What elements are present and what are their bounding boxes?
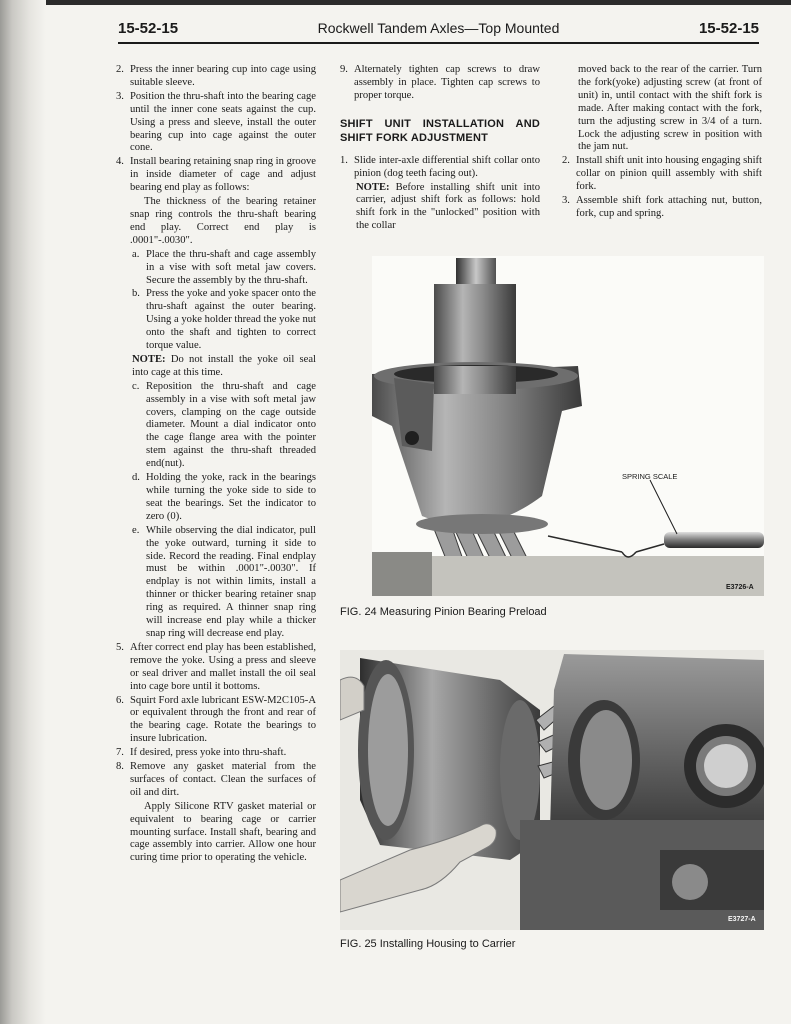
- section-heading: SHIFT UNIT INSTALLATION AND SHIFT FORK ADJUSTMENT: [340, 117, 540, 144]
- pinion-cage-spring-scale-illustration: [372, 256, 764, 596]
- header-rule: [118, 42, 759, 44]
- housing-carrier-illustration: [340, 650, 764, 930]
- substep-a: a. Place the thru-shaft and cage assembly in a vise with soft metal jaw covers. Secure the assembly by the thru-shaft.: [132, 248, 316, 286]
- step-8-paragraph: Apply Silicone RTV gasket material or equivalent to bearing cage or carrier mounting surface. Install shaft, bearing and cage assembly into carrier. Allow one hour curing time prior to operating the vehicle.: [130, 800, 316, 864]
- step-9: 9. Alternately tighten cap screws to draw assembly in place. Tighten cap screws to proper torque.: [340, 64, 540, 101]
- spring-scale-label: SPRING SCALE: [622, 472, 678, 481]
- page-number-left: 15-52-15: [118, 20, 179, 37]
- shift-step-2: 2. Install shift unit into housing engaging shift collar on pinion quill assembly with shift fork.: [562, 155, 762, 193]
- figure-24-photo: [372, 256, 764, 596]
- substep-e: e. While observing the dial indicator, pull the yoke outward, turning it side to side. Record the reading. Final endplay must be within .0001"-.0030". If endplay is not within limits, install a thinner or thicker bearing retainer snap ring as required. A thinner snap ring will increase end play while a thicker snap ring will decrease end play.: [132, 524, 316, 639]
- figure-24-code: E3726-A: [726, 584, 754, 591]
- substep-d: d. Holding the yoke, rack in the bearings while turning the yoke side to side to seat the bearings. Set the indicator to zero (0).: [132, 472, 316, 522]
- substep-c: c. Reposition the thru-shaft and cage assembly in a vise with soft metal jaw covers, clamping on the cage outside diameter. Mount a dial indicator onto the cage flange area with the pointer stem against the thru-shaft threaded end(nut).: [132, 380, 316, 470]
- step-4: 4. Install bearing retaining snap ring in groove in inside diameter of cage and adjust bearing end play as follows:: [116, 156, 316, 194]
- shift-step-3: 3. Assemble shift fork attaching nut, button, fork, cup and spring.: [562, 195, 762, 219]
- shift-step-1-continued: moved back to the rear of the carrier. Turn the fork(yoke) adjusting screw (at front of unit) in, until contact with the shift fork is made. After making contact with the fork, turn the adjusting screw in 3/4 of a turn. Lock the adjusting screw in position with the jam nut.: [578, 64, 762, 153]
- page-number-right: 15-52-15: [698, 20, 759, 37]
- text-column-2: [340, 64, 540, 234]
- note-shift-fork: NOTE: Before installing shift unit into carrier, adjust shift fork as follows: hold shift fork in the "unlocked" position with the collar: [356, 181, 540, 232]
- step-2: 2. Press the inner bearing cup into cage using suitable sleeve.: [116, 64, 316, 88]
- step-5: 5. After correct end play has been established, remove the yoke. Using a press and sleeve or seal driver and mallet install the oil seal into cage bore until it bottoms.: [116, 641, 316, 692]
- text-column-3: [562, 64, 762, 222]
- page-header: [118, 20, 759, 42]
- page-title: Rockwell Tandem Axles—Top Mounted: [317, 20, 560, 36]
- book-spine-shadow: [0, 0, 46, 1024]
- substep-b: b. Press the yoke and yoke spacer onto the thru-shaft against the outer bearing. Using a yoke holder thread the yoke nut onto the shaft and tighten to correct torque value.: [132, 288, 316, 352]
- page-top-edge: [46, 0, 791, 5]
- figure-25-caption: FIG. 25 Installing Housing to Carrier: [340, 938, 516, 950]
- step-7: 7. If desired, press yoke into thru-shaft.: [116, 747, 287, 759]
- step-6: 6. Squirt Ford axle lubricant ESW-M2C105-A or equivalent through the front and rear of the bearing cage. Rotate the bearings to insure lubrication.: [116, 694, 316, 745]
- note-yoke-seal: NOTE: Do not install the yoke oil seal into cage at this time.: [132, 353, 316, 378]
- figure-25-photo: [340, 650, 764, 930]
- step-4-paragraph: The thickness of the bearing retainer snap ring controls the thru-shaft bearing end play. Correct end play is .0001"-.0030".: [130, 196, 316, 246]
- figure-24-caption: FIG. 24 Measuring Pinion Bearing Preload: [340, 606, 547, 618]
- step-8: 8. Remove any gasket material from the surfaces of contact. Clean the surfaces of oil and dirt.: [116, 761, 316, 798]
- shift-step-1: 1. Slide inter-axle differential shift collar onto pinion (dog teeth facing out).: [340, 154, 540, 179]
- text-column-1: [116, 64, 316, 866]
- figure-25-code: E3727-A: [728, 916, 756, 923]
- step-3: 3. Position the thru-shaft into the bearing cage until the inner cone seats against the cup. Using a press and sleeve, install the outer bearing cup into cage against the outer cone.: [116, 90, 316, 154]
